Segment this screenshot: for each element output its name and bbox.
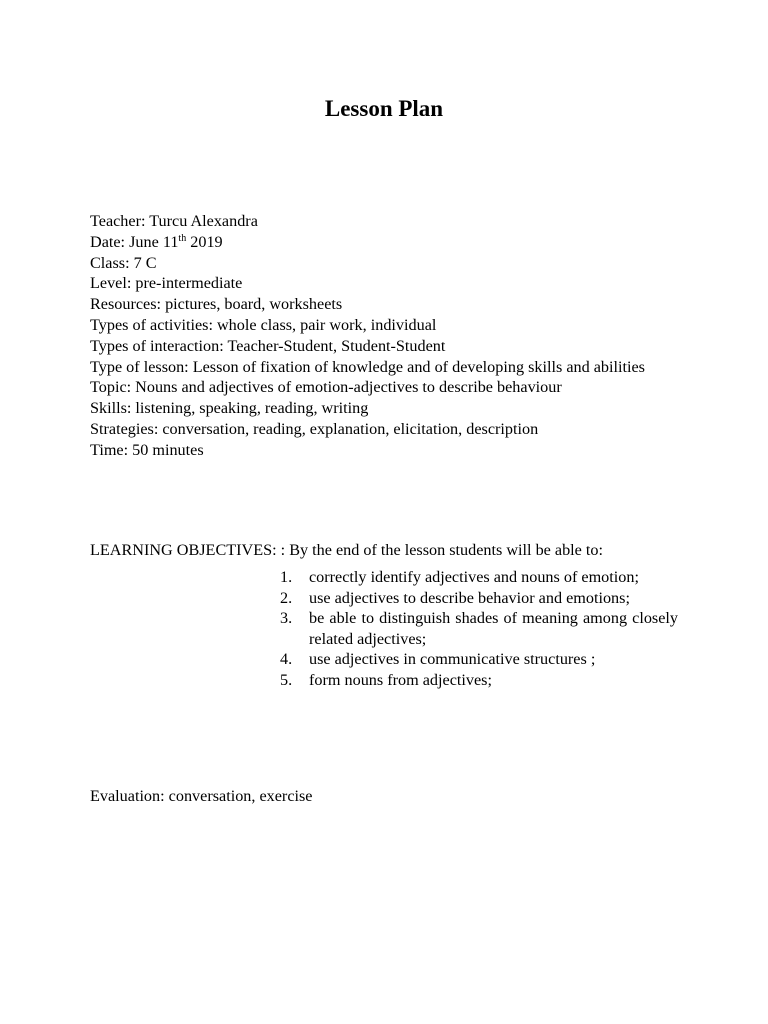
objective-item	[280, 567, 678, 588]
time-line: Time: 50 minutes	[90, 440, 204, 459]
interaction-line: Types of interaction: Teacher-Student, Student-Student	[90, 336, 446, 355]
lesson-type-line: Type of lesson: Lesson of fixation of knowledge and of developing skills and abilities	[90, 357, 645, 376]
class-line: Class: 7 C	[90, 253, 157, 272]
date-year: 2019	[186, 232, 223, 251]
objective-number: 4.	[280, 650, 293, 669]
learning-objectives-heading: LEARNING OBJECTIVES: : By the end of the lesson students will be able to:	[90, 541, 603, 559]
document-title: Lesson Plan	[324, 96, 444, 121]
objective-item	[280, 588, 678, 609]
date-ordinal-suffix: th	[178, 232, 187, 244]
topic-line: Topic: Nouns and adjectives of emotion-adjectives to describe behaviour	[90, 378, 562, 397]
objective-text: use adjectives in communicative structures ;	[309, 650, 596, 669]
date-line	[90, 232, 677, 253]
evaluation-line: Evaluation: conversation, exercise	[90, 787, 313, 805]
learning-objectives-list	[280, 567, 678, 691]
objective-number: 2.	[280, 588, 293, 607]
objective-item	[280, 608, 678, 649]
objective-number: 3.	[280, 609, 293, 628]
objective-text: correctly identify adjectives and nouns of emotion;	[309, 568, 639, 586]
skills-line: Skills: listening, speaking, reading, writing	[90, 399, 369, 418]
objective-item	[280, 670, 678, 691]
objective-number: 1.	[280, 568, 293, 586]
objective-text: form nouns from adjectives;	[309, 670, 492, 689]
strategies-line: Strategies: conversation, reading, explanation, elicitation, description	[90, 419, 539, 438]
resources-line: Resources: pictures, board, worksheets	[90, 295, 343, 314]
objective-number: 5.	[280, 670, 293, 689]
activities-line: Types of activities: whole class, pair work, individual	[90, 315, 437, 334]
lesson-details	[90, 211, 677, 461]
objective-text: use adjectives to describe behavior and emotions;	[309, 588, 630, 607]
date-prefix: Date: June 11	[90, 232, 179, 251]
objective-item	[280, 649, 678, 670]
teacher-line: Teacher: Turcu Alexandra	[90, 212, 258, 230]
objective-text: be able to distinguish shades of meaning among closely related adjectives;	[309, 609, 678, 648]
level-line: Level: pre-intermediate	[90, 274, 243, 293]
